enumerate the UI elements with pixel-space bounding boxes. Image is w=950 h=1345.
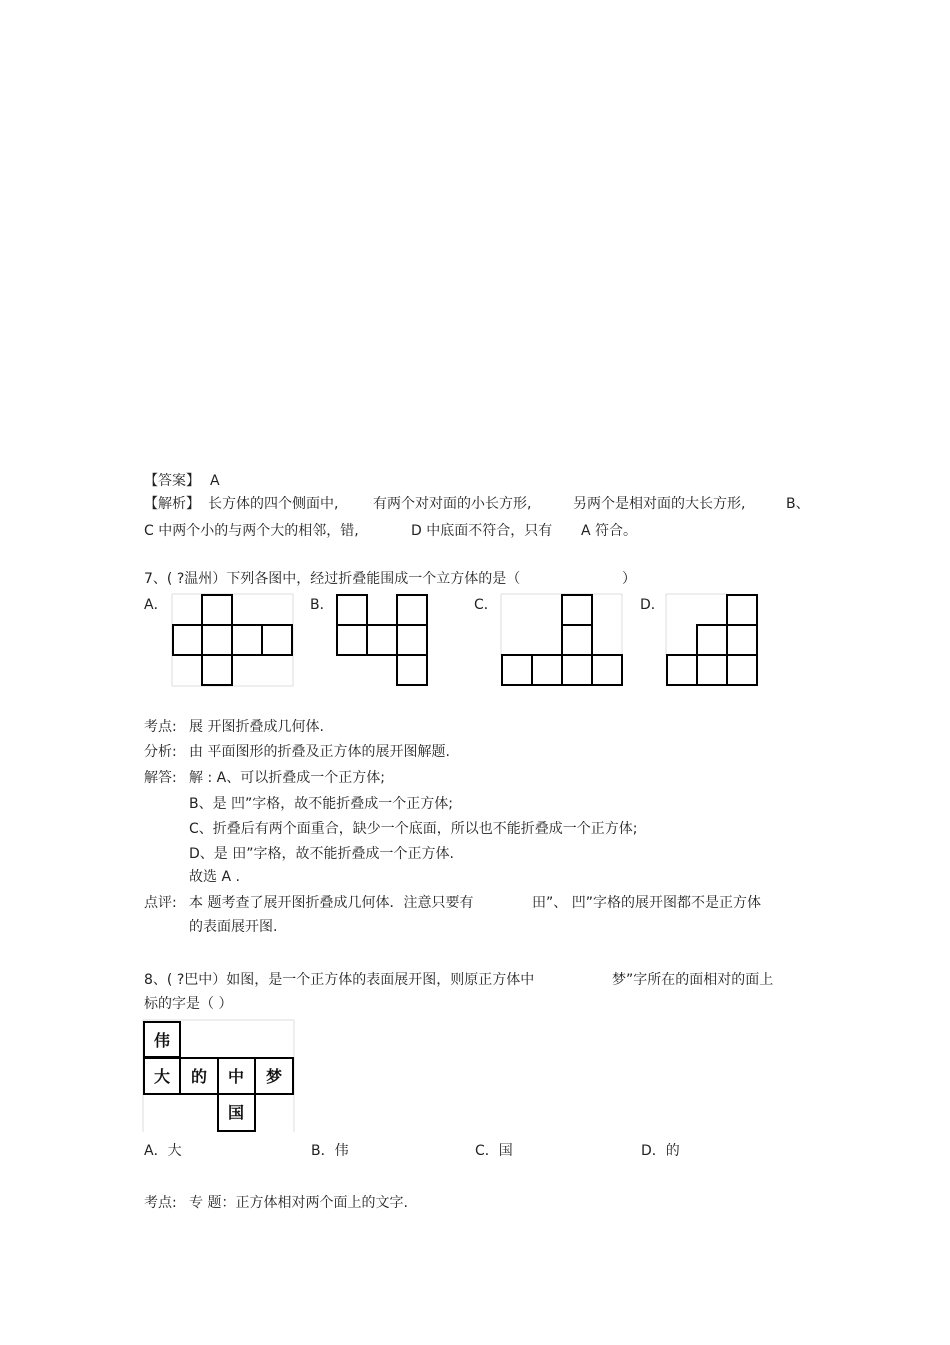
q8-option-b: B．伟 bbox=[311, 1143, 349, 1159]
q8-option-a: A．大 bbox=[144, 1143, 182, 1159]
q7-dianping-line1-b: 田”、 凹”字格的展开图都不是正方体 bbox=[532, 895, 761, 911]
q8-stem-line2: 标的字是（ ） bbox=[144, 996, 233, 1012]
analysis-line1-d: B、 bbox=[786, 496, 810, 512]
q7-jieda-label: 解答: bbox=[144, 770, 177, 786]
q7-fenxi-text: 由 平面图形的折叠及正方体的展开图解题. bbox=[189, 744, 450, 760]
analysis-line1-c: 另两个是相对面的大长方形, bbox=[573, 496, 746, 512]
q8-option-d: D．的 bbox=[641, 1143, 680, 1159]
q7-dianping-line2: 的表面展开图. bbox=[189, 919, 278, 935]
q7-option-d-label: D． bbox=[640, 597, 665, 613]
net-cell-zhong: 中 bbox=[227, 1067, 245, 1086]
cube-net-b bbox=[336, 594, 430, 688]
q7-jieda-line5: 故选 A . bbox=[189, 869, 240, 885]
net-cell-wei: 伟 bbox=[153, 1031, 171, 1050]
q7-dianping-label: 点评: bbox=[144, 895, 177, 911]
q7-stem: 7、( ?温州）下列各图中，经过折叠能围成一个立方体的是（ bbox=[144, 571, 521, 587]
q7-option-b-label: B． bbox=[310, 597, 334, 613]
analysis-line2-a: C 中两个小的与两个大的相邻，错, bbox=[144, 523, 359, 539]
answer-label: 【答案】 bbox=[144, 473, 200, 489]
q8-stem-line1-a: 8、( ?巴中）如图，是一个正方体的表面展开图，则原正方体中 bbox=[144, 972, 535, 988]
net-cell-meng: 梦 bbox=[265, 1067, 283, 1086]
q7-option-a-label: A． bbox=[144, 597, 168, 613]
q8-kaodian-label: 考点: bbox=[144, 1195, 177, 1211]
q7-jieda-line4: D、是 田”字格，故不能折叠成一个正方体. bbox=[189, 846, 454, 862]
q7-kaodian-label: 考点: bbox=[144, 719, 177, 735]
q7-jieda-line2: B、是 凹”字格，故不能折叠成一个正方体; bbox=[189, 796, 454, 812]
q7-jieda-line3: C、折叠后有两个面重合，缺少一个底面，所以也不能折叠成一个正方体; bbox=[189, 821, 638, 837]
analysis-line2-b: D 中底面不符合，只有 bbox=[411, 523, 553, 539]
analysis-line1-b: 有两个对对面的小长方形, bbox=[373, 496, 532, 512]
q8-stem-line1-b: 梦”字所在的面相对的面上 bbox=[612, 972, 774, 988]
q7-paren-close: ） bbox=[622, 571, 636, 587]
q7-dianping-line1-a: 本 题考查了展开图折叠成几何体．注意只要有 bbox=[189, 895, 474, 911]
q7-option-c-label: C． bbox=[474, 597, 498, 613]
cube-net-d bbox=[666, 594, 760, 688]
analysis-label: 【解析】 bbox=[144, 496, 200, 512]
answer-value: A bbox=[210, 473, 220, 489]
q8-cube-net bbox=[143, 1020, 297, 1134]
q7-kaodian-text: 展 开图折叠成几何体. bbox=[189, 719, 324, 735]
q7-fenxi-label: 分析: bbox=[144, 744, 177, 760]
analysis-line1-a: 长方体的四个侧面中, bbox=[208, 496, 339, 512]
net-cell-de: 的 bbox=[190, 1067, 208, 1086]
q8-kaodian-text: 专 题：正方体相对两个面上的文字. bbox=[189, 1195, 408, 1211]
net-cell-da: 大 bbox=[153, 1067, 171, 1086]
q8-option-c: C．国 bbox=[475, 1143, 513, 1159]
analysis-line2-c: A 符合。 bbox=[581, 523, 638, 539]
cube-net-c bbox=[501, 594, 625, 688]
net-cell-guo: 国 bbox=[227, 1103, 245, 1122]
q7-jieda-line1: 解 : A、可以折叠成一个正方体; bbox=[189, 770, 385, 786]
cube-net-a bbox=[172, 594, 296, 688]
